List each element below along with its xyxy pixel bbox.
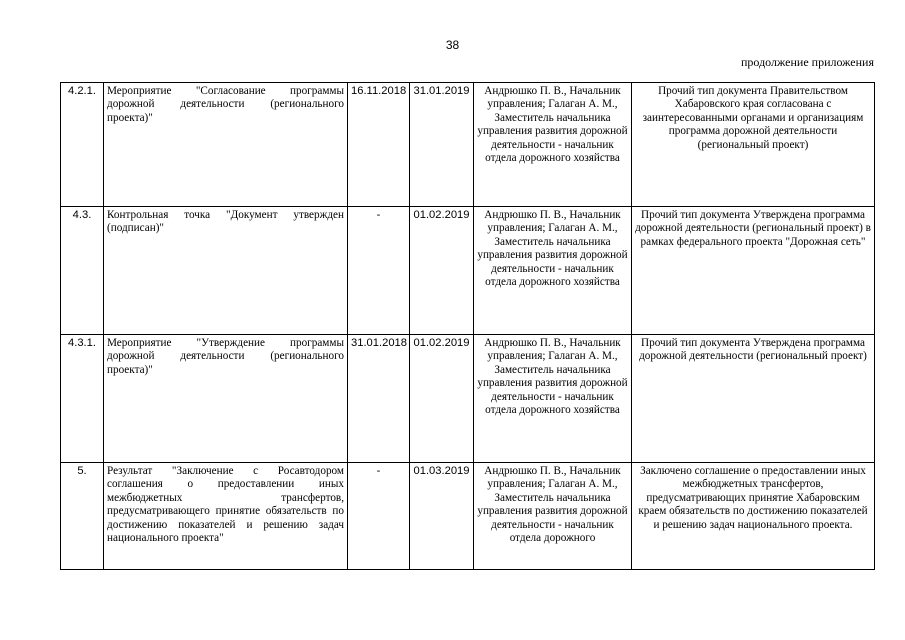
row-end-date: 01.02.2019 bbox=[410, 207, 474, 335]
continuation-label: продолжение приложения bbox=[741, 55, 874, 69]
row-start-date: - bbox=[348, 207, 410, 335]
row-responsible: Андрюшко П. В., Начальник управления; Галаган А. М., Заместитель начальника управления развития дорожной деятельности - начальник отдела дорожного хозяйства bbox=[474, 207, 632, 335]
row-result: Прочий тип документа Правительством Хабаровского края согласована с заинтересованными органами и организациям программа дорожной деятельности (региональный проект) bbox=[632, 83, 875, 207]
table-row bbox=[61, 463, 875, 570]
row-result: Заключено соглашение о предоставлении иных межбюджетных трансфертов, предусматривающих принятие Хабаровским краем обязательств по достижению показателей и решению задач национального проекта. bbox=[632, 463, 875, 570]
page-number: 38 bbox=[445, 38, 460, 52]
row-number: 5. bbox=[61, 463, 104, 570]
row-number: 4.3. bbox=[61, 207, 104, 335]
row-number: 4.2.1. bbox=[61, 83, 104, 207]
table-row bbox=[61, 207, 875, 335]
row-responsible: Андрюшко П. В., Начальник управления; Галаган А. М., Заместитель начальника управления развития дорожной деятельности - начальник отдела дорожного хозяйства bbox=[474, 83, 632, 207]
row-start-date: 31.01.2018 bbox=[348, 335, 410, 463]
row-responsible: Андрюшко П. В., Начальник управления; Галаган А. М., Заместитель начальника управления развития дорожной деятельности - начальник отдела дорожного bbox=[474, 463, 632, 570]
row-responsible: Андрюшко П. В., Начальник управления; Галаган А. М., Заместитель начальника управления развития дорожной деятельности - начальник отдела дорожного хозяйства bbox=[474, 335, 632, 463]
row-start-date: - bbox=[348, 463, 410, 570]
table-row bbox=[61, 335, 875, 463]
row-name: Результат "Заключение с Росавтодором соглашения о предоставлении иных межбюджетных трансфертов, предусматривающего принятие обязательств по достижению показателей и решению задач национального проекта" bbox=[104, 463, 348, 570]
table-row bbox=[61, 83, 875, 207]
row-name: Мероприятие "Согласование программы дорожной деятельности (регионального проекта)" bbox=[104, 83, 348, 207]
row-name: Мероприятие "Утверждение программы дорожной деятельности (регионального проекта)" bbox=[104, 335, 348, 463]
row-result: Прочий тип документа Утверждена программа дорожной деятельности (региональный проект) bbox=[632, 335, 875, 463]
row-start-date: 16.11.2018 bbox=[348, 83, 410, 207]
row-number: 4.3.1. bbox=[61, 335, 104, 463]
row-end-date: 01.03.2019 bbox=[410, 463, 474, 570]
row-end-date: 01.02.2019 bbox=[410, 335, 474, 463]
row-result: Прочий тип документа Утверждена программа дорожной деятельности (региональный проект) в рамках федерального проекта "Дорожная сеть" bbox=[632, 207, 875, 335]
row-end-date: 31.01.2019 bbox=[410, 83, 474, 207]
schedule-table bbox=[60, 82, 875, 570]
row-name: Контрольная точка "Документ утвержден (подписан)" bbox=[104, 207, 348, 335]
